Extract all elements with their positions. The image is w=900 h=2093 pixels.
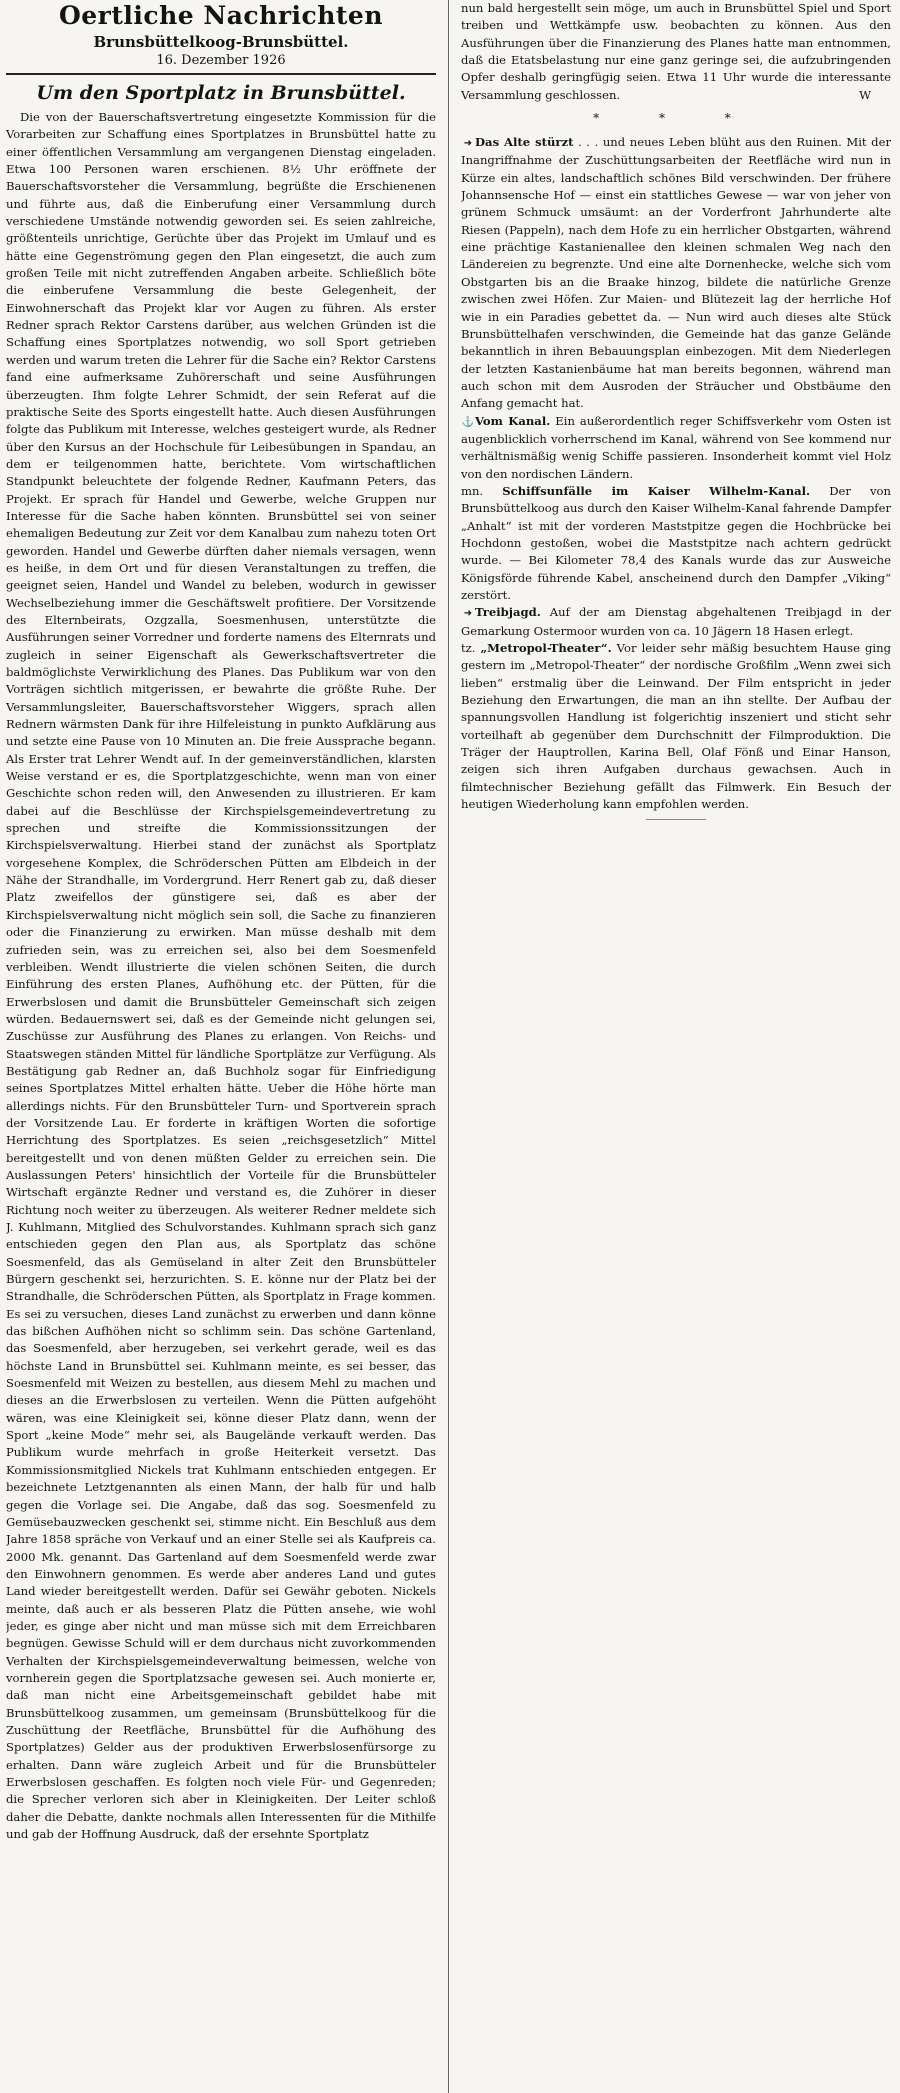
news-item-lead: Treibjagd. xyxy=(475,605,541,620)
news-item-lead: „Metropol-Theater“. xyxy=(480,641,612,656)
section-title: Oertliche Nachrichten xyxy=(58,1,384,30)
end-rule xyxy=(646,819,706,820)
masthead xyxy=(6,0,436,75)
news-item xyxy=(461,483,891,604)
news-item-marker: mn. xyxy=(461,483,484,498)
news-item-text: Der von Brunsbüttelkoog aus durch den Kaiser Wilhelm-Kanal fahrende Dampfer „Anhalt“ ist mit der vorderen Maststpitze gegen die Hochbrücke bei Hochdonn gestoßen, wobei die Maststpitze nach achtern gedrückt wurde. — Bei Kilometer 78,4 des Kanals wurde das zur Ausweiche Königsförde führende Kabel, anscheinend durch den Dampfer „Viking“ zerstört. xyxy=(461,483,891,602)
article-continuation-text: nun bald hergestellt sein möge, um auch in Brunsbüttel Spiel und Sport treiben und Wettkämpfe usw. beobachten zu können. Aus den Ausführungen über die Finanzierung des Planes hatte man entnommen, daß die Etatsbelastung nur eine ganz geringe sei, die aufzubringenden Opfer deshalb geringfügig seien. Etwa 11 Uhr wurde die interessante Versammlung geschlossen. xyxy=(461,1,891,102)
news-item-lead: Das Alte stürzt xyxy=(475,135,574,150)
left-column xyxy=(6,0,436,2093)
news-item xyxy=(461,134,891,413)
section-subtitle: Brunsbüttelkoog-Brunsbüttel. xyxy=(93,33,349,51)
news-item xyxy=(461,640,891,813)
arrow-icon: ➜ xyxy=(463,138,473,150)
anchor-icon: ⚓ xyxy=(461,416,475,428)
news-item xyxy=(461,413,891,483)
issue-date: 16. Dezember 1926 xyxy=(156,53,286,68)
news-item xyxy=(461,604,891,640)
article-signature: W xyxy=(859,87,871,102)
article-paragraph: Die von der Bauerschaftsvertretung eingesetzte Kommission für die Vorarbeiten zur Schaffung eines Sportplatzes in Brunsbüttel hatte zu einer öffentlichen Versammlung am vergangenen Dienstag eingeladen. Etwa 100 Personen waren erschienen. 8½ Uhr eröffnete der Bauerschaftsvorsteher die Versammlung, begrüßte die Erschienenen und führte aus, daß die Einberufung einer Versammlung durch verschiedene Umstände notwendig geworden sei. Es seien zahlreiche, größtenteils unrichtige, Gerüchte über das Projekt im Umlauf und es hätte eine Gegenströmung gegen den Plan eingesetzt, die auch zum großen Teile mit nicht zutreffenden Angaben arbeite. Schließlich böte die einberufene Versammlung die beste Gelegenheit, der Einwohnerschaft das Projekt klar vor Augen zu führen. Als erster Redner sprach Rektor Carstens darüber, aus welchen Gründen ist die Schaffung eines Sportplatzes notwendig, wo soll Sport getrieben werden und warum treten die Lehrer für die Sache ein? Rektor Carstens fand eine aufmerksame Zuhörerschaft und seine Ausführungen überzeugten. Ihm folgte Lehrer Schmidt, der sein Referat auf die praktische Seite des Sports eingestellt hatte. Auch diesen Ausführungen folgte das Publikum mit Interesse, welches gesteigert wurde, als Redner über den Kursus an der Hochschule für Leibesübungen in Spandau, an dem er teilgenommen hatte, berichtete. Vom wirtschaftlichen Standpunkt beleuchtete der folgende Redner, Kaufmann Peters, das Projekt. Er sprach für Handel und Gewerbe, welche Gruppen nur Interesse für die Sache haben könnten. Brunsbüttel sei von seiner ehemaligen Bedeutung zur Zeit vor dem Kanalbau zum nahezu toten Ort geworden. Handel und Gewerbe dürften daher niemals versagen, wenn es heiße, in dem Ort und für diesen Veranstaltungen zu treffen, die geeignet seien, Handel und Wandel zu beleben, wodurch in gewisser Wechselbeziehung immer die Geschäftswelt profitiere. Der Vorsitzende des Elternbeirats, Ozgzalla, Soesmenhusen, unterstützte die Ausführungen seiner Vorredner und forderte namens des Elternrats und zugleich in seiner Eigenschaft als Gewerkschaftsvertreter die baldmöglichste Verwirklichung des Planes. Das Publikum war von den Vorträgen sichtlich mitgerissen, er bewahrte die größte Ruhe. Der Versammlungsleiter, Bauerschaftsvorsteher Wiggers, sprach allen Rednern wärmsten Dank für ihre Hilfeleistung in punkto Aufklärung aus und setzte eine Pause von 10 Minuten an. Die freie Aussprache begann. Als Erster trat Lehrer Wendt auf. In der gemeinverständlichen, klarsten Weise verstand er es, die Sportplatzgeschichte, wenn man von einer Geschichte schon reden will, den Anwesenden zu illustrieren. Er kam dabei auf die Beschlüsse der Kirchspielsgemeindevertretung zu sprechen und streifte die Kommissionssitzungen der Kirchspielsverwaltung. Hierbei stand der zunächst als Sportplatz vorgesehene Komplex, die Schröderschen Pütten am Elbdeich in der Nähe der Strandhalle, im Vordergrund. Herr Renert gab zu, daß dieser Platz zweifellos der günstigere sei, daß es aber der Kirchspielsverwaltung nicht möglich sein soll, die Sache zu finanzieren oder die Finanzierung zu erwirken. Man müsse deshalb mit dem zufrieden sein, was zu erreichen sei, also bei dem Soesmenfeld verbleiben. Wendt illustrierte die vielen schönen Seiten, die durch Einführung des ersten Planes, Aufhöhung etc. der Pütten, für die Erwerbslosen und damit die Brunsbütteler Gemeinschaft sich zeigen würden. Bedauernswert sei, daß es der Gemeinde nicht gelungen sei, Zuschüsse zur Ausführung des Planes zu erlangen. Von Reichs- und Staatswegen ständen Mittel für ländliche Sportplätze zur Verfügung. Als Bestätigung gab Redner an, daß Buchholz sogar für Einfriedigung seines Sportplatzes Mittel erhalten hätte. Ueber die Höhe hörte man allerdings nichts. Für den Brunsbütteler Turn- und Sportverein sprach der Vorsitzende Lau. Er forderte in kräftigen Worten die sofortige Herrichtung des Sportplatzes. Es seien „reichsgesetzlich“ Mittel bereitgestellt und von denen müßten Gelder zu erreichen sein. Die Auslassungen Peters' hinsichtlich der Vorteile für die Brunsbütteler Wirtschaft ergänzte Redner und verstand es, die Zuhörer in dieser Richtung noch weiter zu überzeugen. Als weiterer Redner meldete sich J. Kuhlmann, Mitglied des Schulvorstandes. Kuhlmann sprach sich ganz entschieden gegen den Plan aus, als Sportplatz das schöne Soesmenfeld, das als Gemüseland in alter Zeit den Brunsbütteler Bürgern geschenkt sei, herzurichten. S. E. könne nur der Platz bei der Strandhalle, die Schröderschen Pütten, als Sportplatz in Frage kommen. Es sei zu versuchen, dieses Land zunächst zu erwerben und dann könne das bißchen Aufhöhen nicht so schlimm sein. Das schöne Gartenland, das Soesmenfeld, aber herzugeben, sei verkehrt gerade, weil es das höchste Land in Brunsbüttel sei. Kuhlmann meinte, es sei besser, das Soesmenfeld mit Weizen zu bestellen, aus diesem Mehl zu machen und dieses an die Erwerbslosen zu verteilen. Wenn die Pütten aufgehöht wären, was eine Kleinigkeit sei, könne dieser Platz dann, wenn der Sport „keine Mode“ mehr sei, als Baugelände verkauft werden. Das Publikum wurde mehrfach in große Heiterkeit versetzt. Das Kommissionsmitglied Nickels trat Kuhlmann entschieden entgegen. Er bezeichnete Letztgenannten als einen Mann, der halb für und halb gegen die Vorlage sei. Die Angabe, daß das sog. Soesmenfeld zu Gemüsebauzwecken geschenkt sei, stimme nicht. Ein Beschluß aus dem Jahre 1858 spräche von Verkauf und an einer Stelle sei als Kaufpreis ca. 2000 Mk. genannt. Das Gartenland auf dem Soesmenfeld werde zwar den Einwohnern genommen. Es werde aber anderes Land und gutes Land wieder bereitgestellt werden. Dafür sei Gewähr geboten. Nickels meinte, daß auch er als besseren Platz die Pütten ansehe, wie wohl jeder, es ginge aber nicht und man müsse sich mit dem Erreichbaren begnügen. Gewisse Schuld will er dem durchaus nicht zuvorkommenden Verhalten der Kirchspielsgemeindeverwaltung beimessen, welche von vornherein gegen die Sportplatzsache gewesen sei. Auch monierte er, daß man nicht eine Arbeitsgemeinschaft gebildet habe mit Brunsbüttelkoog zusammen, um gemeinsam (Brunsbüttelkoog für die Zuschüttung der Reetfläche, Brunsbüttel für die Aufhöhung des Sportplatzes) Gelder aus der produktiven Erwerbslosenfürsorge zu erhalten. Dann wäre zugleich Arbeit und für die Brunsbütteler Erwerbslosen geschaffen. Es folgten noch viele Für- und Gegenreden; die Sprecher verloren sich aber in Kleinigkeiten. Der Leiter schloß daher die Debatte, dankte nochmals allen Interessenten für die Mithilfe und gab der Hoffnung Ausdruck, daß der ersehnte Sportplatz xyxy=(6,110,436,1842)
news-item-text: . . . und neues Leben blüht aus den Ruinen. Mit der Inangriffnahme der Zuschüttungsarbeiten der Reetfläche wird nun in Kürze ein altes, landschaftlich schönes Bild verschwinden. Der frühere Johannsensche Hof — einst ein stattliches Gewese — war von jeher von grünem Schmuck umsäumt: an der Vorderfront Jahrhunderte alte Riesen (Pappeln), nach dem Hofe zu ein herrlicher Obstgarten, während eine prächtige Kastanienallee den kleinen schmalen Weg nach den Ländereien zu begrenzte. Und eine alte Dornenhecke, welche sich vom Obstgarten bis an die Braake hinzog, bildete die natürliche Grenze zwischen zwei Höfen. Zur Maien- und Blütezeit lag der herrliche Hof wie in ein Paradies gebettet da. — Nun wird auch dieses alte Stück Brunsbüttelhafen verschwinden, die Gemeinde hat das ganze Gelände bekanntlich in ihren Bebauungsplan einbezogen. Mit dem Niederlegen der letzten Kastanienbäume hat man bereits begonnen, während man auch schon mit dem Ausroden der Sträucher und Obstbäume den Anfang gemacht hat. xyxy=(461,135,891,411)
section-separator: * * * xyxy=(593,111,759,126)
news-item-text: Vor leider sehr mäßig besuchtem Hause ging gestern im „Metropol-Theater“ der nordische Großfilm „Wenn zwei sich lieben“ erstmalig über die Leinwand. Der Film entspricht in jeder Beziehung den Erwartungen, die man an ihn stellte. Der Aufbau der spannungsvollen Handlung ist folgerichtig inszeniert und sticht sehr vorteilhaft ab gegenüber dem Durchschnitt der Filmproduktion. Die Träger der Hauptrollen, Karina Bell, Olaf Fönß und Einar Hanson, zeigen sich ihren Aufgaben durchaus gewachsen. Auch in filmtechnischer Beziehung gefällt das Filmwerk. Ein Besuch der heutigen Wiederholung kann empfohlen werden. xyxy=(461,641,891,812)
article-headline: Um den Sportplatz in Brunsbüttel. xyxy=(36,82,406,104)
news-item-text: Ein außerordentlich reger Schiffsverkehr vom Osten ist augenblicklich vorherrschend im Kanal, während von See kommend nur verhältnismäßig wenig Schiffe passieren. Insonderheit kommt viel Holz von den nordischen Ländern. xyxy=(461,413,891,481)
arrow-icon: ➜ xyxy=(463,608,473,620)
article-paragraph-continued xyxy=(461,0,891,104)
column-divider xyxy=(448,0,449,2093)
news-item-text: Auf der am Dienstag abgehaltenen Treibjagd in der Gemarkung Ostermoor wurden von ca. 10 Jägern 18 Hasen erlegt. xyxy=(461,605,891,638)
masthead-rule xyxy=(6,73,436,75)
right-column xyxy=(461,0,891,2093)
news-item-marker: tz. xyxy=(461,641,476,656)
news-item-lead: Schiffsunfälle im Kaiser Wilhelm-Kanal. xyxy=(502,483,811,498)
news-item-lead: Vom Kanal. xyxy=(475,413,551,428)
